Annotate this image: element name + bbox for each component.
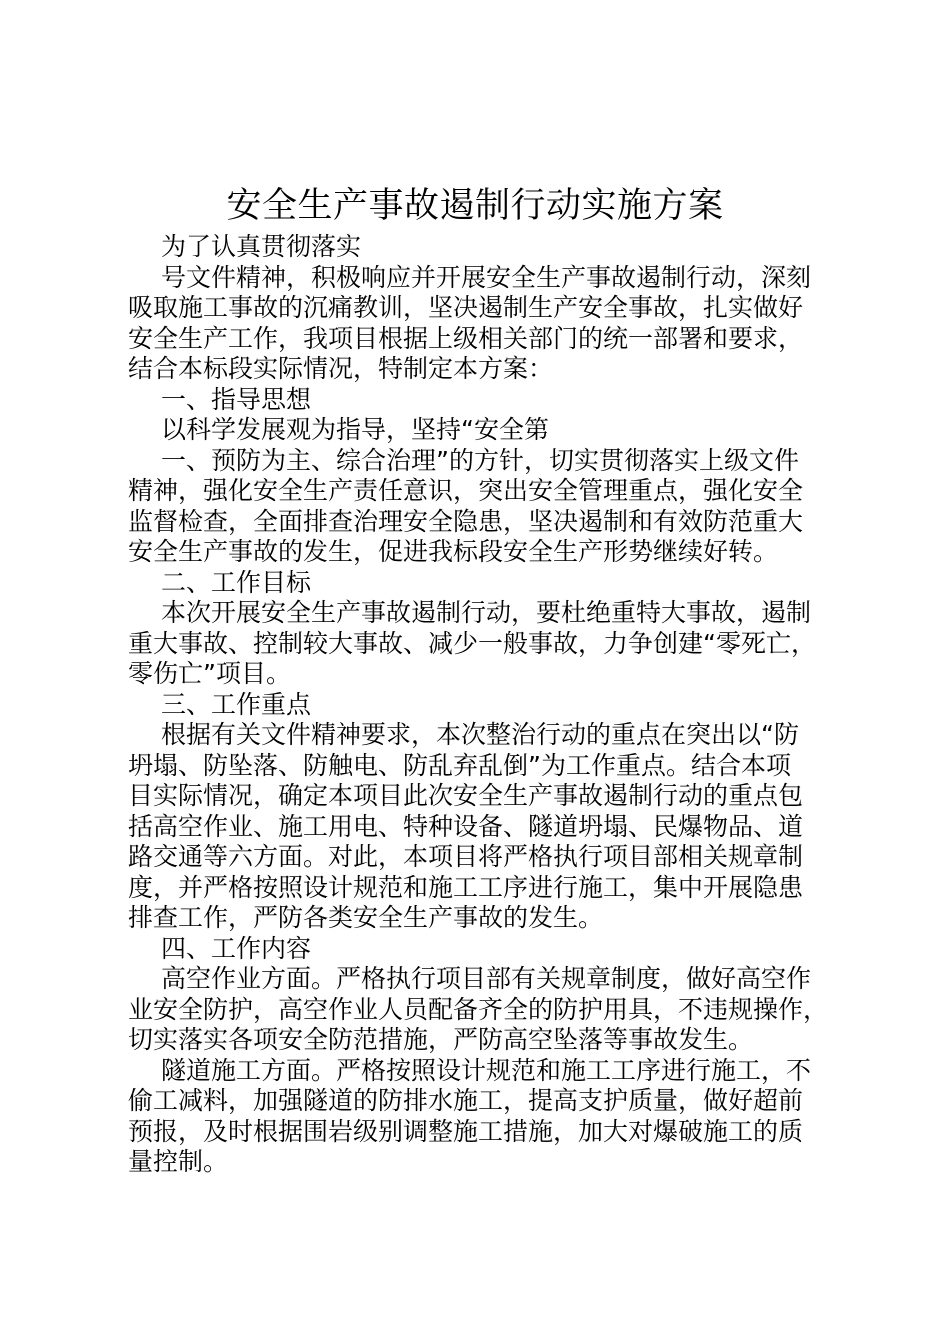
text-line: 一、预防为主、综合治理”的方针，切实贯彻落实上级文件 [161, 445, 799, 475]
text-line: 安全生产事故的发生，促进我标段安全生产形势继续好转。 [128, 537, 779, 566]
text-line: 重大事故、控制较大事故、减少一般事故，力争创建“零死亡， [128, 628, 816, 658]
section-heading: 二、工作目标 [161, 567, 312, 597]
document-body [128, 232, 840, 1178]
text-line: 隧道施工方面。严格按照设计规范和施工工序进行施工，不 [161, 1055, 812, 1085]
text-line: 高空作业方面。严格执行项目部有关规章制度，做好高空作 [161, 964, 812, 993]
text-line: 结合本标段实际情况，特制定本方案： [128, 354, 554, 383]
text-line: 号文件精神，积极响应并开展安全生产事故遏制行动，深刻 [161, 262, 812, 292]
text-line: 量控制。 [128, 1147, 229, 1176]
section-heading: 三、工作重点 [161, 689, 312, 719]
section-heading: 一、指导思想 [161, 384, 312, 414]
document-title: 安全生产事故遏制行动实施方案 [226, 186, 724, 226]
text-line: 坍塌、防坠落、防触电、防乱弃乱倒”为工作重点。结合本项 [128, 750, 791, 780]
text-line: 排查工作，严防各类安全生产事故的发生。 [128, 903, 604, 932]
text-line: 以科学发展观为指导，坚持“安全第 [161, 415, 549, 444]
text-line: 括高空作业、施工用电、特种设备、隧道坍塌、民爆物品、道 [128, 811, 804, 841]
text-line: 安全生产工作，我项目根据上级相关部门的统一部署和要求， [128, 323, 804, 353]
text-line: 吸取施工事故的沉痛教训，坚决遏制生产安全事故，扎实做好 [128, 293, 804, 322]
text-line: 为了认真贯彻落实 [161, 232, 362, 261]
text-line: 零伤亡”项目。 [128, 659, 291, 688]
text-line: 精神，强化安全生产责任意识，突出安全管理重点，强化安全 [128, 476, 804, 505]
text-line: 偷工减料，加强隧道的防排水施工，提高支护质量，做好超前 [128, 1086, 804, 1115]
text-line: 根据有关文件精神要求，本次整治行动的重点在突出以“防 [161, 720, 799, 749]
section-heading: 四、工作内容 [161, 933, 312, 963]
text-line: 目实际情况，确定本项目此次安全生产事故遏制行动的重点包 [128, 781, 804, 810]
text-line: 切实落实各项安全防范措施，严防高空坠落等事故发生。 [128, 1025, 754, 1054]
text-line: 本次开展安全生产事故遏制行动，要杜绝重特大事故，遏制 [161, 598, 812, 627]
text-line: 度，并严格按照设计规范和施工工序进行施工，集中开展隐患 [128, 872, 804, 902]
text-line: 监督检查，全面排查治理安全隐患，坚决遏制和有效防范重大 [128, 506, 804, 536]
text-line: 预报，及时根据围岩级别调整施工措施，加大对爆破施工的质 [128, 1116, 804, 1146]
text-line: 路交通等六方面。对此，本项目将严格执行项目部相关规章制 [128, 842, 804, 871]
text-line: 业安全防护，高空作业人员配备齐全的防护用具，不违规操作， [128, 994, 829, 1024]
